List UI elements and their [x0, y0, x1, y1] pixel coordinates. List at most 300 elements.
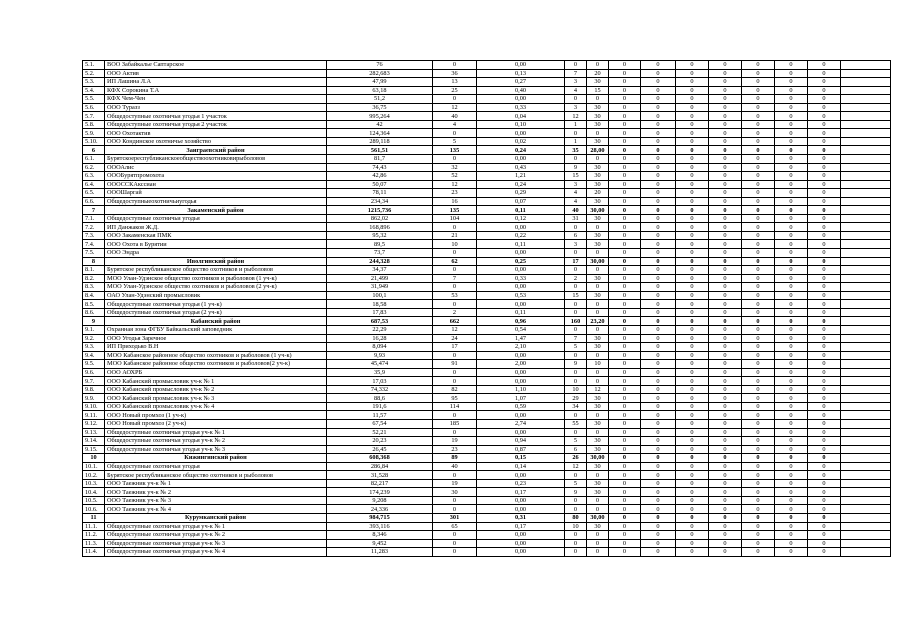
- name-cell: ООО Таежник уч-к № 2: [105, 488, 327, 497]
- value-cell: 0: [775, 308, 808, 317]
- density-cell: 0,00: [477, 351, 565, 360]
- empty-cell: [841, 445, 891, 454]
- value-cell: 0: [641, 513, 676, 522]
- row-number-cell: 10.6.: [83, 505, 105, 514]
- name-cell: МОО Кабанское районное общество охотников и рыболовов (1 уч-к): [105, 351, 327, 360]
- empty-cell: [841, 419, 891, 428]
- value-cell: 30: [587, 291, 609, 300]
- count-cell: 12: [433, 325, 477, 334]
- density-cell: 0,11: [477, 206, 565, 215]
- row-number-cell: 7.3.: [83, 231, 105, 240]
- value-cell: 0: [676, 197, 709, 206]
- name-cell: Общедоступные охотничьи угодья уч-к № 3: [105, 539, 327, 548]
- value-cell: 0: [609, 283, 641, 292]
- value-cell: 0: [808, 522, 841, 531]
- count-cell: 5: [433, 137, 477, 146]
- area-cell: 100,1: [327, 291, 433, 300]
- value-cell: 0: [641, 496, 676, 505]
- value-cell: 0: [775, 351, 808, 360]
- value-cell: 0: [587, 300, 609, 309]
- value-cell: 0: [676, 394, 709, 403]
- row-number-cell: 8.4.: [83, 291, 105, 300]
- value-cell: 0: [808, 291, 841, 300]
- value-cell: 0: [565, 377, 587, 386]
- area-cell: 191,6: [327, 402, 433, 411]
- table-row: [83, 189, 891, 198]
- row-number-cell: 9.7.: [83, 377, 105, 386]
- value-cell: 0: [742, 385, 775, 394]
- value-cell: 0: [742, 61, 775, 70]
- name-cell: КФХ Сорокина Т.А: [105, 86, 327, 95]
- value-cell: 0: [609, 197, 641, 206]
- value-cell: 0: [676, 103, 709, 112]
- value-cell: 30: [587, 343, 609, 352]
- value-cell: 0: [641, 86, 676, 95]
- area-cell: 289,118: [327, 137, 433, 146]
- value-cell: 0: [676, 343, 709, 352]
- value-cell: 0: [641, 172, 676, 181]
- value-cell: 40: [565, 206, 587, 215]
- value-cell: 12: [565, 112, 587, 121]
- document-page: [82, 60, 840, 557]
- table-row: [83, 505, 891, 514]
- table-row: [83, 496, 891, 505]
- empty-cell: [841, 266, 891, 275]
- density-cell: 0,00: [477, 300, 565, 309]
- value-cell: 0: [709, 112, 742, 121]
- value-cell: 0: [587, 496, 609, 505]
- value-cell: 0: [775, 513, 808, 522]
- name-cell: ООО Эндра: [105, 249, 327, 258]
- value-cell: 0: [775, 95, 808, 104]
- value-cell: 30,00: [587, 206, 609, 215]
- value-cell: 0: [709, 283, 742, 292]
- value-cell: 0: [676, 437, 709, 446]
- value-cell: 0: [565, 531, 587, 540]
- value-cell: 0: [587, 325, 609, 334]
- row-number-cell: 5.8.: [83, 120, 105, 129]
- empty-cell: [841, 231, 891, 240]
- value-cell: 0: [587, 249, 609, 258]
- value-cell: 30: [587, 120, 609, 129]
- value-cell: 0: [808, 437, 841, 446]
- area-cell: 9,93: [327, 351, 433, 360]
- value-cell: 0: [775, 257, 808, 266]
- empty-cell: [841, 223, 891, 232]
- value-cell: 0: [709, 231, 742, 240]
- value-cell: 0: [676, 539, 709, 548]
- row-number-cell: 5.3.: [83, 78, 105, 87]
- density-cell: 0,24: [477, 180, 565, 189]
- count-cell: 40: [433, 462, 477, 471]
- value-cell: 0: [587, 531, 609, 540]
- value-cell: 30,00: [587, 513, 609, 522]
- value-cell: 0: [742, 522, 775, 531]
- value-cell: 10: [565, 522, 587, 531]
- value-cell: 5: [565, 343, 587, 352]
- empty-cell: [841, 180, 891, 189]
- value-cell: 3: [565, 78, 587, 87]
- value-cell: 0: [676, 505, 709, 514]
- count-cell: 10: [433, 240, 477, 249]
- value-cell: 0: [808, 249, 841, 258]
- value-cell: 0: [775, 103, 808, 112]
- density-cell: 0,33: [477, 103, 565, 112]
- value-cell: 0: [742, 206, 775, 215]
- row-number-cell: 9.5.: [83, 360, 105, 369]
- count-cell: 7: [433, 274, 477, 283]
- name-cell: Закаменский район: [105, 206, 327, 215]
- density-cell: 0,00: [477, 266, 565, 275]
- density-cell: 0,00: [477, 428, 565, 437]
- name-cell: ООО АОХРБ: [105, 368, 327, 377]
- value-cell: 0: [565, 223, 587, 232]
- count-cell: 0: [433, 155, 477, 164]
- count-cell: 36: [433, 69, 477, 78]
- area-cell: 52,21: [327, 428, 433, 437]
- value-cell: 0: [676, 95, 709, 104]
- count-cell: 19: [433, 437, 477, 446]
- value-cell: 0: [587, 155, 609, 164]
- value-cell: 0: [775, 437, 808, 446]
- empty-cell: [841, 120, 891, 129]
- value-cell: 0: [641, 522, 676, 531]
- empty-cell: [841, 548, 891, 557]
- row-number-cell: 6.5.: [83, 189, 105, 198]
- value-cell: 0: [565, 548, 587, 557]
- name-cell: Общедоступные охотничьи угодья (1 уч-к): [105, 300, 327, 309]
- value-cell: 0: [676, 300, 709, 309]
- value-cell: 28,00: [587, 146, 609, 155]
- value-cell: 0: [709, 428, 742, 437]
- count-cell: 0: [433, 471, 477, 480]
- value-cell: 0: [641, 308, 676, 317]
- value-cell: 0: [676, 377, 709, 386]
- value-cell: 0: [742, 505, 775, 514]
- density-cell: 0,17: [477, 522, 565, 531]
- value-cell: 0: [709, 488, 742, 497]
- area-cell: 8,094: [327, 343, 433, 352]
- value-cell: 4: [565, 86, 587, 95]
- value-cell: 0: [609, 402, 641, 411]
- table-body: [83, 61, 891, 557]
- empty-cell: [841, 137, 891, 146]
- value-cell: 0: [709, 78, 742, 87]
- density-cell: 0,94: [477, 437, 565, 446]
- value-cell: 0: [775, 548, 808, 557]
- density-cell: 0,29: [477, 189, 565, 198]
- value-cell: 30,00: [587, 454, 609, 463]
- table-row: [83, 351, 891, 360]
- table-row: [83, 445, 891, 454]
- count-cell: 185: [433, 419, 477, 428]
- value-cell: 0: [742, 78, 775, 87]
- count-cell: 0: [433, 548, 477, 557]
- name-cell: Иволгинский район: [105, 257, 327, 266]
- value-cell: 0: [808, 343, 841, 352]
- density-cell: 0,00: [477, 368, 565, 377]
- value-cell: 0: [676, 317, 709, 326]
- row-number-cell: 11.1.: [83, 522, 105, 531]
- area-cell: 234,34: [327, 197, 433, 206]
- density-cell: 1,10: [477, 385, 565, 394]
- value-cell: 0: [742, 308, 775, 317]
- value-cell: 0: [742, 488, 775, 497]
- row-number-cell: 5.9.: [83, 129, 105, 138]
- value-cell: 0: [709, 411, 742, 420]
- table-row: [83, 155, 891, 164]
- value-cell: 34: [565, 402, 587, 411]
- value-cell: 23,20: [587, 317, 609, 326]
- value-cell: 0: [742, 146, 775, 155]
- value-cell: 0: [709, 479, 742, 488]
- count-cell: 95: [433, 394, 477, 403]
- value-cell: 0: [709, 351, 742, 360]
- value-cell: 0: [808, 505, 841, 514]
- value-cell: 0: [808, 103, 841, 112]
- table-row: [83, 129, 891, 138]
- value-cell: 30: [587, 163, 609, 172]
- value-cell: 0: [775, 180, 808, 189]
- value-cell: 0: [709, 343, 742, 352]
- density-cell: 0,13: [477, 69, 565, 78]
- value-cell: 0: [676, 445, 709, 454]
- value-cell: 0: [808, 257, 841, 266]
- value-cell: 0: [676, 308, 709, 317]
- value-cell: 0: [775, 539, 808, 548]
- name-cell: ОАО Улан-Удэнский промысловик: [105, 291, 327, 300]
- empty-cell: [841, 197, 891, 206]
- value-cell: 0: [775, 283, 808, 292]
- name-cell: ИП Данжаков Ж.Д.: [105, 223, 327, 232]
- value-cell: 0: [808, 317, 841, 326]
- density-cell: 0,53: [477, 291, 565, 300]
- name-cell: ИП Приходько В.Н: [105, 343, 327, 352]
- value-cell: 0: [808, 419, 841, 428]
- value-cell: 0: [641, 155, 676, 164]
- value-cell: 0: [808, 334, 841, 343]
- value-cell: 0: [565, 428, 587, 437]
- name-cell: ОООССКАкссиан: [105, 180, 327, 189]
- value-cell: 0: [641, 445, 676, 454]
- name-cell: ОООБурятпромохота: [105, 172, 327, 181]
- empty-cell: [841, 394, 891, 403]
- value-cell: 0: [609, 462, 641, 471]
- value-cell: 0: [609, 411, 641, 420]
- value-cell: 0: [676, 325, 709, 334]
- value-cell: 0: [742, 103, 775, 112]
- table-row: [83, 368, 891, 377]
- value-cell: 0: [808, 454, 841, 463]
- value-cell: 0: [609, 419, 641, 428]
- value-cell: 0: [775, 300, 808, 309]
- name-cell: Заиграевский район: [105, 146, 327, 155]
- value-cell: 30: [587, 394, 609, 403]
- value-cell: 35: [565, 146, 587, 155]
- value-cell: 0: [609, 249, 641, 258]
- value-cell: 0: [641, 223, 676, 232]
- density-cell: 0,00: [477, 531, 565, 540]
- value-cell: 6: [565, 445, 587, 454]
- value-cell: 0: [775, 360, 808, 369]
- value-cell: 0: [742, 189, 775, 198]
- count-cell: 21: [433, 231, 477, 240]
- value-cell: 0: [609, 548, 641, 557]
- value-cell: 0: [742, 240, 775, 249]
- empty-cell: [841, 95, 891, 104]
- density-cell: 0,31: [477, 513, 565, 522]
- value-cell: 10: [565, 385, 587, 394]
- density-cell: 0,00: [477, 95, 565, 104]
- value-cell: 0: [742, 274, 775, 283]
- value-cell: 0: [676, 180, 709, 189]
- value-cell: 30: [587, 402, 609, 411]
- value-cell: 30: [587, 334, 609, 343]
- value-cell: 0: [775, 197, 808, 206]
- value-cell: 0: [609, 428, 641, 437]
- value-cell: 0: [676, 522, 709, 531]
- value-cell: 0: [742, 325, 775, 334]
- value-cell: 0: [808, 189, 841, 198]
- value-cell: 0: [676, 61, 709, 70]
- value-cell: 0: [709, 95, 742, 104]
- value-cell: 0: [709, 505, 742, 514]
- count-cell: 0: [433, 496, 477, 505]
- name-cell: МОО Улан-Удэнское общество охотников и рыболовов (1 уч-к): [105, 274, 327, 283]
- row-number-cell: 5.5.: [83, 95, 105, 104]
- empty-cell: [841, 385, 891, 394]
- empty-cell: [841, 283, 891, 292]
- value-cell: 0: [609, 155, 641, 164]
- table-row: [83, 539, 891, 548]
- row-number-cell: 5.7.: [83, 112, 105, 121]
- value-cell: 0: [808, 368, 841, 377]
- value-cell: 0: [609, 300, 641, 309]
- value-cell: 0: [609, 69, 641, 78]
- empty-cell: [841, 274, 891, 283]
- value-cell: 0: [641, 274, 676, 283]
- value-cell: 0: [609, 377, 641, 386]
- value-cell: 0: [641, 343, 676, 352]
- value-cell: 0: [641, 189, 676, 198]
- value-cell: 0: [775, 206, 808, 215]
- area-cell: 78,11: [327, 189, 433, 198]
- value-cell: 0: [775, 189, 808, 198]
- value-cell: 0: [775, 240, 808, 249]
- value-cell: 0: [676, 86, 709, 95]
- row-number-cell: 9.11.: [83, 411, 105, 420]
- table-row: [83, 120, 891, 129]
- value-cell: 0: [609, 505, 641, 514]
- value-cell: 0: [676, 351, 709, 360]
- empty-cell: [841, 69, 891, 78]
- value-cell: 0: [641, 291, 676, 300]
- value-cell: 0: [676, 274, 709, 283]
- value-cell: 0: [676, 146, 709, 155]
- value-cell: 0: [587, 283, 609, 292]
- empty-cell: [841, 78, 891, 87]
- row-number-cell: 8.6.: [83, 308, 105, 317]
- value-cell: 0: [609, 112, 641, 121]
- value-cell: 0: [808, 445, 841, 454]
- value-cell: 0: [641, 317, 676, 326]
- value-cell: 0: [641, 257, 676, 266]
- value-cell: 0: [808, 496, 841, 505]
- value-cell: 0: [676, 488, 709, 497]
- table-row: [83, 385, 891, 394]
- count-cell: 13: [433, 78, 477, 87]
- value-cell: 0: [775, 223, 808, 232]
- value-cell: 0: [742, 283, 775, 292]
- value-cell: 0: [609, 496, 641, 505]
- value-cell: 0: [587, 351, 609, 360]
- value-cell: 0: [709, 163, 742, 172]
- value-cell: 0: [587, 129, 609, 138]
- value-cell: 0: [808, 462, 841, 471]
- row-number-cell: 5.10.: [83, 137, 105, 146]
- table-row: [83, 531, 891, 540]
- value-cell: 0: [709, 539, 742, 548]
- value-cell: 0: [808, 513, 841, 522]
- value-cell: 0: [742, 419, 775, 428]
- empty-cell: [841, 462, 891, 471]
- value-cell: 0: [808, 240, 841, 249]
- name-cell: Общедоступные охотничьи угодья уч-к № 1: [105, 522, 327, 531]
- value-cell: 0: [587, 548, 609, 557]
- value-cell: 30: [587, 137, 609, 146]
- name-cell: Кабанский район: [105, 317, 327, 326]
- value-cell: 0: [742, 172, 775, 181]
- name-cell: КФХ Чем-Чен: [105, 95, 327, 104]
- empty-cell: [841, 129, 891, 138]
- value-cell: 0: [587, 428, 609, 437]
- row-number-cell: 9.13.: [83, 428, 105, 437]
- empty-cell: [841, 513, 891, 522]
- name-cell: ООО Угодья Заречное: [105, 334, 327, 343]
- count-cell: 135: [433, 146, 477, 155]
- density-cell: 0,87: [477, 445, 565, 454]
- value-cell: 0: [808, 180, 841, 189]
- name-cell: Общедоступные охотничьи угодья 1 участок: [105, 112, 327, 121]
- value-cell: 0: [641, 531, 676, 540]
- row-number-cell: 5.2.: [83, 69, 105, 78]
- count-cell: 32: [433, 163, 477, 172]
- density-cell: 0,33: [477, 274, 565, 283]
- value-cell: 30: [587, 488, 609, 497]
- value-cell: 0: [609, 257, 641, 266]
- value-cell: 0: [609, 146, 641, 155]
- empty-cell: [841, 479, 891, 488]
- value-cell: 0: [775, 291, 808, 300]
- density-cell: 0,00: [477, 129, 565, 138]
- row-number-cell: 9.8.: [83, 385, 105, 394]
- value-cell: 0: [808, 214, 841, 223]
- count-cell: 40: [433, 112, 477, 121]
- area-cell: 561,51: [327, 146, 433, 155]
- value-cell: 0: [609, 394, 641, 403]
- value-cell: 0: [641, 231, 676, 240]
- district-row: [83, 206, 891, 215]
- value-cell: 30: [587, 479, 609, 488]
- value-cell: 2: [565, 274, 587, 283]
- table-row: [83, 69, 891, 78]
- value-cell: 0: [609, 360, 641, 369]
- value-cell: 0: [808, 283, 841, 292]
- value-cell: 0: [808, 300, 841, 309]
- value-cell: 30: [587, 197, 609, 206]
- density-cell: 0,23: [477, 479, 565, 488]
- empty-cell: [841, 437, 891, 446]
